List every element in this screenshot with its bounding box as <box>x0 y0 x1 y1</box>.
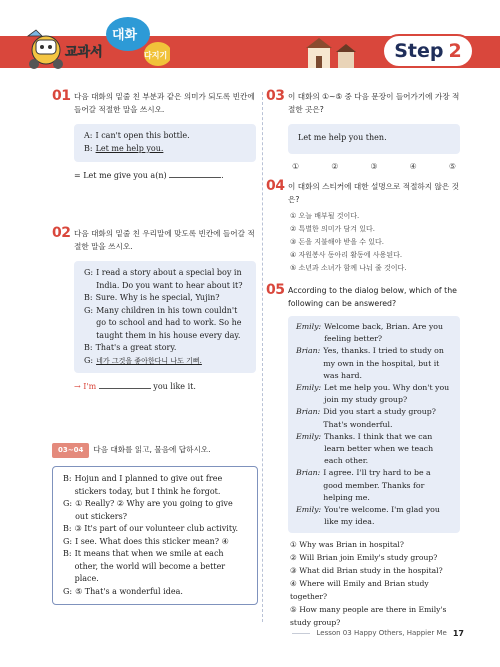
speaker: Emily: <box>296 383 322 393</box>
speaker: G: <box>63 586 73 596</box>
line-text: Let me help you. <box>95 143 164 153</box>
logo-text-1: 교과서 <box>65 45 103 60</box>
speaker: A: <box>84 131 93 140</box>
question-prompt: 다음 대화의 밑줄 친 부분과 같은 의미가 되도록 빈칸에 들어갈 적절한 말을 쓰시오. <box>74 92 255 114</box>
question-number: 03 <box>266 88 285 104</box>
sentence-box <box>288 124 460 154</box>
answer-blank[interactable] <box>169 170 221 178</box>
line-text: Hojun and I planned to give out free stickers today, but I think he forgot. <box>74 474 223 496</box>
question-number: 04 <box>266 178 285 194</box>
line-text: Yes, thanks. I tried to study on my own in the hospital, but it was hard. <box>323 346 444 380</box>
speaker: Brian: <box>296 346 321 356</box>
line-text: I can't open this bottle. <box>95 131 190 140</box>
dialog-line <box>296 504 452 528</box>
answer-blank[interactable] <box>99 381 151 389</box>
line-text: You're welcome. I'm glad you like my idea. <box>324 505 440 527</box>
question-number: 02 <box>52 225 71 241</box>
speaker: G: <box>63 536 73 546</box>
column-divider <box>262 92 263 622</box>
dialog-box <box>74 261 256 373</box>
page-footer <box>292 626 464 640</box>
speaker: B: <box>84 293 93 302</box>
option-1[interactable]: ① Why was Brian in hospital? <box>290 540 404 550</box>
choice-3[interactable]: ③ <box>370 162 378 171</box>
option-2[interactable]: ② 특별한 의미가 담겨 있다. <box>290 225 376 233</box>
speaker: Brian: <box>296 407 321 417</box>
dialog-line <box>63 586 247 599</box>
dialog-line <box>84 130 246 143</box>
option-2[interactable]: ② Will Brian join Emily's study group? <box>290 553 438 563</box>
speaker: G: <box>84 355 94 365</box>
line-text: I see. What does this sticker mean? ④ <box>75 536 229 546</box>
line-text: I agree. I'll try hard to be a good member. Thanks for helping me. <box>323 468 431 502</box>
option-1[interactable]: ① 오늘 배부될 것이다. <box>290 212 360 220</box>
page-number: 17 <box>452 628 464 638</box>
line-text: Welcome back, Brian. Are you feeling better? <box>324 322 443 344</box>
textbook-dialog-logo <box>20 12 170 72</box>
line-text: ③ It's part of our volunteer club activity. <box>74 524 239 533</box>
question-prompt: 이 대화의 ①~⑤ 중 다음 문장이 들어가기에 가장 적절한 곳은? <box>288 92 460 114</box>
line-text: Many children in his town couldn't go to school and had to work. So he taught them in his house every day. <box>96 305 242 340</box>
line-text: It means that when we smile at each other, the world will become a better place. <box>74 549 226 583</box>
line-text: ⑤ That's a wonderful idea. <box>75 586 183 596</box>
dialog-line <box>63 473 247 498</box>
choice-5[interactable]: ⑤ <box>448 162 456 171</box>
speaker: B: <box>63 549 72 558</box>
question-05 <box>266 282 460 629</box>
answer-prefix: = Let me give you a(n) <box>74 171 167 180</box>
line-text: ① Really? ② Why are you going to give out stickers? <box>75 499 233 521</box>
question-number: 01 <box>52 88 71 104</box>
speaker: Emily: <box>296 431 322 441</box>
question-prompt: 다음 대화의 밑줄 친 우리말에 맞도록 빈칸에 들어갈 적절한 말을 쓰시오. <box>74 229 255 251</box>
line-text: Did you start a study group? That's wonderful. <box>323 407 436 429</box>
answer-prefix: → I'm <box>74 382 97 391</box>
dialog-line <box>296 345 452 382</box>
line-text: Sure. Why is he special, Yujin? <box>95 293 220 302</box>
answer-choices <box>288 162 460 171</box>
question-02 <box>52 225 256 391</box>
passage-03-04 <box>52 443 258 605</box>
dialog-line <box>296 321 452 345</box>
dialog-line <box>63 498 247 523</box>
question-03 <box>266 88 460 171</box>
answer-line <box>74 381 256 391</box>
line-text: 네가 그것을 좋아한다니 나도 기뻐. <box>96 356 202 365</box>
choice-4[interactable]: ④ <box>409 162 417 171</box>
logo-text-2: 대화 <box>112 28 138 43</box>
dialog-line <box>296 382 452 406</box>
line-text: Let me help you. Why don't you join my study group? <box>324 383 450 405</box>
option-3[interactable]: ③ 돈을 지불해야 받을 수 있다. <box>290 238 385 246</box>
dialog-box <box>288 316 460 533</box>
step-badge <box>382 34 474 68</box>
speaker: B: <box>63 474 72 483</box>
choice-2[interactable]: ② <box>331 162 339 171</box>
passage-heading <box>52 443 258 458</box>
speaker: Emily: <box>296 322 322 331</box>
dialog-line <box>296 467 452 504</box>
answer-suffix: you like it. <box>153 382 196 391</box>
speaker: G: <box>84 305 94 315</box>
dialog-box <box>74 124 256 162</box>
dialog-line <box>63 536 247 549</box>
line-text: Thanks. I think that we can learn better when we teach each other. <box>324 431 434 466</box>
dialog-line <box>296 431 452 468</box>
footer-rule <box>292 633 310 634</box>
step-label: Step <box>394 40 444 62</box>
option-list <box>288 210 460 275</box>
dialog-line <box>84 143 246 156</box>
speaker: B: <box>84 343 93 352</box>
house-illustration <box>298 36 368 68</box>
dialog-line <box>84 292 246 305</box>
dialog-line <box>84 305 246 343</box>
dialog-box <box>52 466 258 605</box>
speaker: G: <box>63 499 73 508</box>
step-number: 2 <box>448 40 462 62</box>
speaker: G: <box>84 268 94 277</box>
speaker: Brian: <box>296 468 321 478</box>
option-4[interactable]: ④ 자원봉사 동아리 활동에 사용된다. <box>290 251 403 259</box>
speaker: B: <box>84 143 93 153</box>
given-sentence: Let me help you then. <box>298 133 387 142</box>
answer-line <box>74 170 256 180</box>
dialog-line <box>296 406 452 430</box>
page-header <box>0 0 500 78</box>
choice-1[interactable]: ① <box>292 162 300 171</box>
dialog-line <box>84 355 246 368</box>
question-range-tag: 03~04 <box>52 443 89 458</box>
option-5[interactable]: ⑤ 소년과 소녀가 함께 나눠 줄 것이다. <box>290 264 407 272</box>
logo-text-3: 다지기 <box>144 51 168 60</box>
question-01 <box>52 88 256 180</box>
option-list <box>288 538 460 629</box>
answer-suffix: . <box>221 171 224 180</box>
passage-prompt: 다음 대화를 읽고, 물음에 답하시오. <box>93 445 211 454</box>
question-prompt: According to the dialog below, which of the following can be answered? <box>288 286 457 308</box>
speaker: Emily: <box>296 505 322 515</box>
lesson-title: Lesson 03 Happy Others, Happier Me <box>316 629 447 637</box>
dialog-line <box>84 267 246 292</box>
line-text: That's a great story. <box>95 343 177 352</box>
question-prompt: 이 대화의 스티커에 대한 설명으로 적절하지 않은 것은? <box>288 182 459 204</box>
option-3[interactable]: ③ What did Brian study in the hospital? <box>290 566 443 576</box>
speaker: B: <box>63 524 72 533</box>
dialog-line <box>84 342 246 355</box>
option-5[interactable]: ⑤ How many people are there in Emily's study group? <box>290 605 447 628</box>
question-04 <box>266 178 460 275</box>
dialog-line <box>63 523 247 536</box>
dialog-line <box>63 548 247 586</box>
option-4[interactable]: ④ Where will Emily and Brian study together? <box>290 579 429 602</box>
question-number: 05 <box>266 282 285 298</box>
line-text: I read a story about a special boy in India. Do you want to hear about it? <box>96 268 243 290</box>
